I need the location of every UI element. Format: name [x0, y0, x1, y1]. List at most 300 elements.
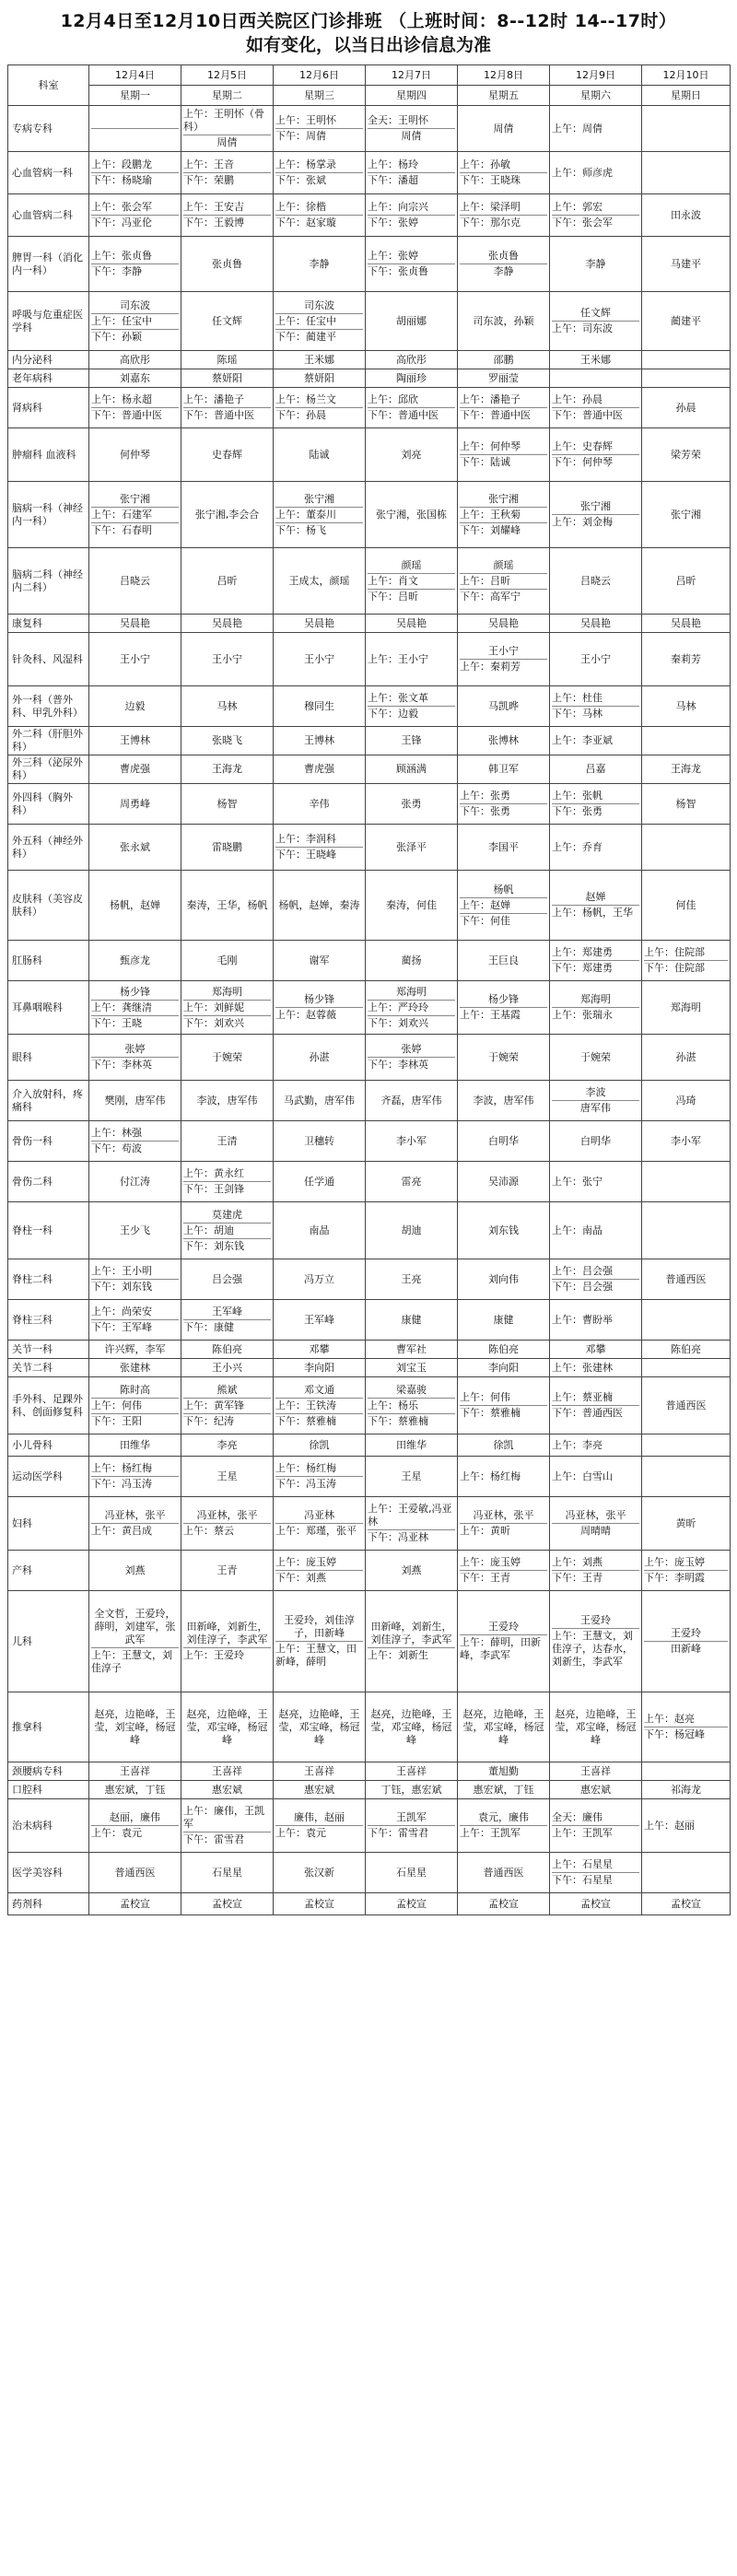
schedule-cell	[458, 1497, 550, 1551]
doctor-entry: 王喜祥	[304, 1764, 334, 1777]
doctor-entry: 下午：周倩	[275, 128, 363, 144]
dept-name: 外二科（肝胆外科）	[8, 727, 89, 755]
schedule-cell	[274, 1799, 366, 1853]
dept-row	[8, 152, 731, 194]
dept-row	[8, 1341, 731, 1359]
schedule-cell	[458, 1121, 550, 1162]
schedule-cell	[89, 237, 181, 292]
schedule-cell	[458, 237, 550, 292]
doctor-entry: 上午：严玲玲	[368, 1000, 455, 1015]
schedule-cell	[550, 1799, 642, 1853]
doctor-entry: 下午：普通中医	[91, 407, 179, 423]
doctor-entry: 谢军	[309, 954, 330, 966]
doctor-entry: 上午：赵婵	[460, 897, 547, 913]
doctor-entry: 上午：杨永超	[91, 393, 152, 405]
dept-name: 内分泌科	[8, 351, 89, 369]
doctor-entry: 惠宏斌	[580, 1783, 611, 1796]
doctor-entry: 邓文通	[304, 1383, 334, 1396]
doctor-entry: 廉伟，赵丽	[294, 1811, 345, 1823]
dept-name: 皮肤科（美容皮肤科）	[8, 871, 89, 941]
schedule-cell	[89, 1893, 181, 1915]
schedule-cell	[550, 1035, 642, 1081]
doctor-entry: 吴晨艳	[120, 616, 150, 629]
schedule-cell	[458, 482, 550, 548]
doctor-entry: 上午：王慧文，刘佳淳子	[91, 1647, 179, 1676]
doctor-entry: 白明华	[488, 1134, 519, 1147]
schedule-cell	[458, 784, 550, 825]
doctor-entry: 下午：孙晨	[275, 407, 363, 423]
dept-row	[8, 106, 731, 152]
schedule-cell	[550, 825, 642, 871]
doctor-entry: 周勇峰	[120, 797, 150, 810]
dept-header: 科室	[8, 65, 89, 106]
schedule-cell	[642, 784, 731, 825]
dept-row	[8, 1457, 731, 1497]
schedule-cell	[458, 1259, 550, 1300]
doctor-entry: 王爱玲	[488, 1621, 519, 1633]
schedule-cell	[274, 1259, 366, 1300]
schedule-cell	[181, 548, 274, 615]
doctor-entry: 马凯晔	[488, 699, 519, 712]
schedule-cell	[458, 981, 550, 1035]
schedule-cell	[642, 351, 731, 369]
doctor-entry: 上午：潘艳子	[183, 393, 244, 405]
doctor-entry: 下午：张勇	[460, 803, 547, 819]
doctor-entry: 马建平	[671, 257, 701, 270]
doctor-entry: 上午：何伟	[91, 1398, 179, 1413]
doctor-entry: 冯万立	[304, 1272, 334, 1285]
schedule-cell	[642, 1893, 731, 1915]
dept-name: 呼吸与危重症医学科	[8, 292, 89, 351]
weekday-header: 星期二	[181, 86, 274, 106]
doctor-entry: 上午：杨乐	[368, 1398, 455, 1413]
doctor-entry: 上午：向宗兴	[368, 201, 428, 213]
doctor-entry: 上午：杜佳	[552, 692, 602, 704]
doctor-entry: 何仲琴	[120, 448, 150, 461]
schedule-cell	[89, 755, 181, 784]
doctor-entry: 上午：石星星	[552, 1858, 613, 1870]
doctor-entry: 上午：李润科	[275, 833, 336, 845]
doctor-entry: 孟校宣	[304, 1897, 334, 1910]
doctor-entry: 穆同生	[304, 699, 334, 712]
doctor-entry: 赵亮，边艳峰，王莹，邓宝峰，杨冠峰	[186, 1707, 268, 1746]
doctor-entry: 下午：郑建勇	[552, 960, 639, 976]
schedule-cell	[458, 633, 550, 686]
schedule-cell	[366, 1551, 458, 1591]
doctor-entry: 上午：王安吉	[183, 201, 244, 213]
doctor-entry: 王清	[216, 1134, 238, 1147]
schedule-cell	[274, 633, 366, 686]
schedule-cell	[366, 981, 458, 1035]
doctor-entry: 李静	[309, 257, 330, 270]
doctor-entry: 普通西医	[665, 1399, 707, 1411]
page-subtitle: 如有变化，以当日出诊信息为准	[245, 35, 491, 55]
schedule-cell	[181, 1551, 274, 1591]
schedule-cell	[642, 633, 731, 686]
schedule-cell	[550, 1762, 642, 1781]
doctor-entry: 司东波	[304, 299, 334, 311]
schedule-cell	[642, 941, 731, 981]
doctor-entry: 下午：王晓珠	[460, 172, 547, 188]
doctor-entry: 上午：张瑞永	[552, 1007, 639, 1023]
doctor-entry: 樊刚，唐军伟	[104, 1094, 166, 1107]
doctor-entry: 韩卫军	[488, 763, 519, 775]
doctor-entry: 惠宏斌，丁钰	[104, 1783, 166, 1796]
doctor-entry: 邵鹏	[493, 353, 514, 366]
doctor-entry: 上午：王慧文，田新峰，薛明	[275, 1641, 363, 1669]
doctor-entry: 上午：王慧文，刘佳淳子，达春水，刘新生，李武军	[552, 1628, 639, 1669]
schedule-cell	[642, 1497, 731, 1551]
schedule-cell	[366, 482, 458, 548]
schedule-cell	[458, 1893, 550, 1915]
schedule-cell	[458, 1762, 550, 1781]
schedule-cell	[89, 1081, 181, 1121]
dept-name: 心血管病一科	[8, 152, 89, 194]
schedule-cell	[181, 1457, 274, 1497]
schedule-cell	[550, 388, 642, 428]
doctor-entry: 下午：马林	[552, 706, 639, 721]
schedule-cell	[274, 369, 366, 388]
doctor-entry: 吕嘉	[585, 763, 606, 775]
doctor-entry: 马武勤，唐军伟	[284, 1094, 355, 1107]
doctor-entry: 冯亚林，张平	[565, 1509, 626, 1521]
dept-row	[8, 548, 731, 615]
dept-row	[8, 727, 731, 755]
doctor-entry: 颜瑶	[401, 558, 422, 571]
doctor-entry: 下午：吕昕	[368, 589, 455, 604]
doctor-entry: 下午：冯玉涛	[91, 1476, 179, 1492]
doctor-entry: 下午：陆诚	[460, 454, 547, 470]
doctor-entry: 上午：袁元	[275, 1825, 363, 1841]
doctor-entry: 冯亚林，张平	[196, 1509, 258, 1521]
schedule-cell	[642, 1591, 731, 1692]
doctor-entry: 邓攀	[309, 1342, 330, 1355]
doctor-entry: 上午：杨红梅	[275, 1462, 336, 1474]
schedule-cell	[274, 1377, 366, 1434]
doctor-entry: 杨少锋	[304, 993, 334, 1005]
doctor-entry: 上午：刘鲜妮	[183, 1000, 271, 1015]
doctor-entry: 下午：李明霞	[644, 1570, 728, 1586]
doctor-entry: 刘嘉东	[120, 371, 150, 384]
schedule-table	[7, 64, 731, 1915]
dept-row	[8, 351, 731, 369]
doctor-entry: 上午：潘艳子	[460, 393, 521, 405]
doctor-entry: 普通西医	[114, 1866, 156, 1879]
schedule-cell	[458, 1035, 550, 1081]
doctor-entry: 上午：梁泽明	[460, 201, 521, 213]
dept-name: 医学美容科	[8, 1853, 89, 1893]
doctor-entry: 下午：康健	[183, 1319, 271, 1335]
dept-row	[8, 369, 731, 388]
doctor-entry: 康健	[493, 1313, 514, 1326]
doctor-entry: 张勇	[401, 797, 422, 810]
schedule-cell	[642, 194, 731, 237]
schedule-cell	[458, 755, 550, 784]
doctor-entry: 吴晨艳	[671, 616, 701, 629]
doctor-entry: 全文哲，王爱玲，薛明，刘建军，张武军	[94, 1608, 176, 1645]
doctor-entry: 王小宁	[120, 652, 150, 665]
schedule-cell	[366, 1300, 458, 1341]
dept-name: 脑病一科（神经内一科）	[8, 482, 89, 548]
dept-row	[8, 1162, 731, 1202]
schedule-cell	[181, 1591, 274, 1692]
schedule-cell	[89, 548, 181, 615]
doctor-entry: 李静	[585, 257, 606, 270]
schedule-cell	[458, 194, 550, 237]
doctor-entry: 上午：张勇	[460, 790, 510, 802]
schedule-cell	[550, 1457, 642, 1497]
schedule-cell	[642, 1359, 731, 1377]
doctor-entry: 下午：刘燕	[275, 1570, 363, 1586]
schedule-cell	[550, 1359, 642, 1377]
doctor-entry: 下午：张勇	[552, 803, 639, 819]
doctor-entry: 下午：何仲琴	[552, 454, 639, 470]
doctor-entry: 陈伯亮	[671, 1342, 701, 1355]
doctor-entry: 曹军社	[396, 1342, 427, 1355]
dept-name: 脊柱一科	[8, 1202, 89, 1259]
schedule-cell	[89, 1341, 181, 1359]
schedule-cell	[366, 1893, 458, 1915]
doctor-entry: 刘亮	[401, 448, 422, 461]
doctor-entry: 下午：普通中医	[552, 407, 639, 423]
doctor-entry: 上午：周倩	[552, 122, 602, 135]
doctor-entry: 李向阳	[488, 1361, 519, 1374]
dept-name: 骨伤二科	[8, 1162, 89, 1202]
doctor-entry: 周晴晴	[552, 1523, 639, 1539]
dept-row	[8, 388, 731, 428]
doctor-entry: 上午：吕会强	[552, 1265, 613, 1277]
doctor-entry: 上午：张婷	[368, 250, 418, 262]
dept-name: 外三科（泌尿外科）	[8, 755, 89, 784]
doctor-entry: 张泽平	[396, 840, 427, 853]
doctor-entry: 上午：赵丽	[644, 1819, 695, 1832]
schedule-cell	[366, 825, 458, 871]
schedule-cell	[366, 152, 458, 194]
schedule-cell	[181, 152, 274, 194]
doctor-entry: 孟校宣	[396, 1897, 427, 1910]
dept-row	[8, 633, 731, 686]
schedule-cell	[181, 727, 274, 755]
schedule-cell	[89, 152, 181, 194]
doctor-entry: 上午：庞玉婷	[275, 1556, 336, 1568]
dept-name: 手外科、足踝外科、创面修复科	[8, 1377, 89, 1434]
schedule-cell	[366, 1799, 458, 1853]
doctor-entry: 上午：吕昕	[460, 573, 547, 589]
schedule-cell	[89, 482, 181, 548]
weekday-header: 星期三	[274, 86, 366, 106]
doctor-entry: 上午：赵亮	[644, 1713, 695, 1725]
doctor-entry: 赵婵	[585, 891, 606, 903]
weekday-header: 星期四	[366, 86, 458, 106]
schedule-cell	[366, 548, 458, 615]
dept-row	[8, 615, 731, 633]
doctor-entry: 上午：邱欣	[368, 393, 418, 405]
dept-name: 颈腰病专科	[8, 1762, 89, 1781]
doctor-entry: 全天：王明怀	[368, 114, 428, 126]
schedule-cell	[181, 292, 274, 351]
doctor-entry: 司东波，孙颖	[473, 314, 534, 327]
page-title: 12月4日至12月10日西关院区门诊排班 （上班时间：8--12时 14--17时）	[60, 11, 677, 31]
weekday-header: 星期五	[458, 86, 550, 106]
schedule-cell	[550, 1259, 642, 1300]
schedule-cell	[366, 1853, 458, 1893]
schedule-cell	[181, 388, 274, 428]
schedule-cell	[458, 1434, 550, 1457]
dept-name: 康复科	[8, 615, 89, 633]
doctor-entry: 上午：何仲琴	[460, 440, 521, 452]
doctor-entry: 下午：王晓	[91, 1015, 179, 1031]
doctor-entry: 王锋	[401, 734, 422, 746]
doctor-entry: 辛伟	[309, 797, 330, 810]
doctor-entry: 上午：王凯军	[460, 1825, 547, 1841]
schedule-cell	[550, 981, 642, 1035]
schedule-cell	[89, 1300, 181, 1341]
schedule-cell	[458, 388, 550, 428]
schedule-cell	[458, 941, 550, 981]
doctor-entry: 下午：李静	[91, 263, 179, 279]
schedule-cell	[550, 548, 642, 615]
doctor-entry: 上午：董泰川	[275, 507, 363, 522]
schedule-cell	[458, 1359, 550, 1377]
doctor-entry: 赵亮，边艳峰，王莹，邓宝峰，杨冠峰	[555, 1707, 637, 1746]
doctor-entry: 郑海明	[212, 985, 242, 998]
schedule-cell	[642, 1762, 731, 1781]
schedule-cell	[458, 106, 550, 152]
doctor-entry: 赵亮，边艳峰，王莹，邓宝峰，杨冠峰	[370, 1707, 452, 1746]
schedule-cell	[89, 633, 181, 686]
weekday-header: 星期一	[89, 86, 181, 106]
doctor-entry: 刘东钱	[488, 1224, 519, 1236]
schedule-cell	[550, 482, 642, 548]
schedule-cell	[550, 755, 642, 784]
doctor-entry: 刘宝玉	[396, 1361, 427, 1374]
doctor-entry: 李亮	[216, 1438, 238, 1451]
schedule-cell	[642, 1799, 731, 1853]
date-header: 12月5日	[181, 65, 274, 86]
schedule-cell	[274, 1202, 366, 1259]
doctor-entry: 郑海明	[671, 1001, 701, 1013]
doctor-entry: 周倩	[183, 135, 271, 150]
doctor-entry: 张博林	[488, 734, 519, 746]
schedule-cell	[181, 1202, 274, 1259]
doctor-entry: 任学通	[304, 1175, 334, 1188]
doctor-entry: 上午：杨帆，王华	[552, 905, 639, 920]
schedule-cell	[550, 1121, 642, 1162]
dept-name: 外一科（普外科、甲乳外科）	[8, 686, 89, 727]
schedule-cell	[89, 292, 181, 351]
doctor-entry: 上午：王音	[183, 158, 234, 170]
schedule-cell	[274, 548, 366, 615]
schedule-cell	[181, 1377, 274, 1434]
schedule-cell	[89, 428, 181, 482]
doctor-entry: 上午：廉伟，王凯军	[183, 1805, 264, 1830]
schedule-cell	[181, 615, 274, 633]
doctor-entry: 下午：雷雪君	[368, 1825, 455, 1841]
doctor-entry: 毛刚	[216, 954, 238, 966]
date-header: 12月9日	[550, 65, 642, 86]
doctor-entry: 下午：王晓峰	[275, 847, 363, 862]
dept-row	[8, 755, 731, 784]
dept-name: 关节二科	[8, 1359, 89, 1377]
doctor-entry: 赵亮，边艳峰，王莹，邓宝峰，杨冠峰	[278, 1707, 360, 1746]
doctor-entry: 吕会强	[212, 1272, 242, 1285]
doctor-entry: 上午：郑建勇	[552, 946, 613, 958]
doctor-entry: 杨帆	[493, 883, 514, 896]
dept-name: 妇科	[8, 1497, 89, 1551]
doctor-entry: 徐凯	[309, 1438, 330, 1451]
doctor-entry: 上午：王凯军	[552, 1825, 639, 1841]
schedule-cell	[550, 784, 642, 825]
doctor-entry: 上午：张文革	[368, 692, 428, 704]
doctor-entry	[644, 1771, 728, 1773]
dept-name: 心血管病二科	[8, 194, 89, 237]
schedule-cell	[274, 755, 366, 784]
schedule-cell	[550, 106, 642, 152]
schedule-cell	[366, 388, 458, 428]
doctor-entry: 王喜祥	[580, 1764, 611, 1777]
doctor-entry: 下午：杨晓瑜	[91, 172, 179, 188]
doctor-entry: 下午：王阳	[91, 1413, 179, 1429]
doctor-entry: 吕昕	[216, 574, 238, 587]
doctor-entry: 上午：杨红梅	[460, 1469, 521, 1482]
doctor-entry: 张宁湘	[304, 492, 334, 505]
doctor-entry: 张宁湘	[580, 500, 611, 512]
doctor-entry: 吴晨艳	[488, 616, 519, 629]
doctor-entry: 邓攀	[585, 1342, 606, 1355]
schedule-cell	[89, 941, 181, 981]
doctor-entry: 下午：刘欢兴	[368, 1015, 455, 1031]
schedule-cell	[458, 1551, 550, 1591]
doctor-entry: 上午：白雪山	[552, 1469, 613, 1482]
schedule-cell	[642, 369, 731, 388]
doctor-entry: 李向阳	[304, 1361, 334, 1374]
schedule-cell	[550, 1341, 642, 1359]
schedule-cell	[366, 428, 458, 482]
dept-name: 介入放射科，疼痛科	[8, 1081, 89, 1121]
doctor-entry: 杨智	[675, 797, 696, 810]
doctor-entry: 张永斌	[120, 840, 150, 853]
doctor-entry: 吴晨艳	[304, 616, 334, 629]
schedule-cell	[458, 871, 550, 941]
doctor-entry: 下午：边毅	[368, 706, 455, 721]
doctor-entry: 上午：刘燕	[552, 1556, 602, 1568]
doctor-entry: 王军峰	[304, 1313, 334, 1326]
schedule-cell	[366, 727, 458, 755]
schedule-cell	[458, 152, 550, 194]
schedule-cell	[274, 615, 366, 633]
doctor-entry	[644, 847, 728, 849]
doctor-entry: 上午：何伟	[460, 1391, 510, 1403]
schedule-cell	[181, 351, 274, 369]
schedule-cell	[550, 1781, 642, 1799]
schedule-cell	[274, 1162, 366, 1202]
schedule-cell	[274, 1434, 366, 1457]
doctor-entry: 王爱玲	[671, 1627, 701, 1639]
doctor-entry: 秦涛，何佳	[386, 898, 437, 911]
doctor-entry: 上午：王秋菊	[460, 507, 547, 522]
schedule-cell	[89, 686, 181, 727]
doctor-entry: 下午：石星星	[552, 1872, 639, 1888]
doctor-entry: 下午：杨冠峰	[644, 1727, 728, 1742]
dept-name: 老年病科	[8, 369, 89, 388]
doctor-entry: 上午：杨掌录	[275, 158, 336, 170]
dept-row	[8, 1692, 731, 1762]
schedule-cell	[642, 1121, 731, 1162]
doctor-entry: 下午：冯亚林	[368, 1529, 455, 1545]
schedule-cell	[89, 1121, 181, 1162]
doctor-entry: 张婷	[401, 1043, 422, 1055]
schedule-cell	[274, 152, 366, 194]
